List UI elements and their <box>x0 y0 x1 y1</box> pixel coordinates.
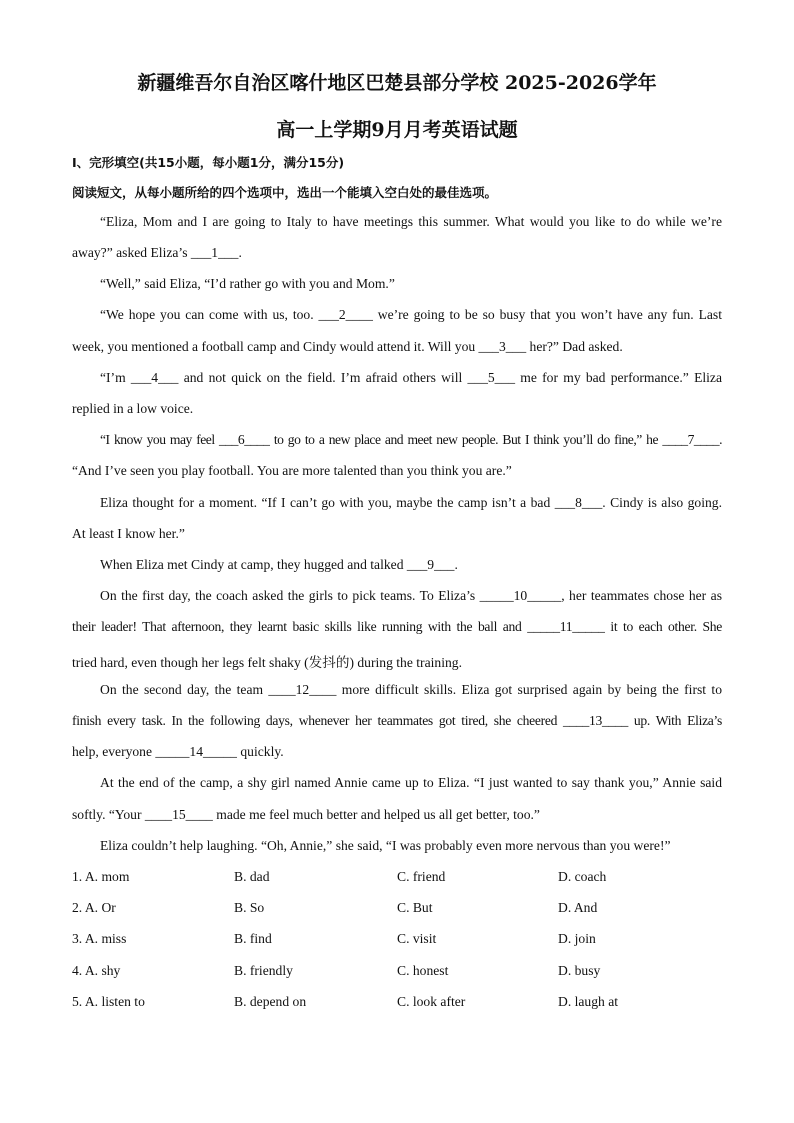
option-5b: B. depend on <box>234 994 307 1009</box>
passage-line: “We hope you can come with us, too. ___2____ we’re going to be so busy that you won’t have any fun. Last <box>100 307 722 322</box>
passage-line: Eliza couldn’t help laughing. “Oh, Annie,” she said, “I was probably even more nervous than you were!” <box>100 838 671 853</box>
passage-line: “And I’ve seen you play football. You are more talented than you think you are.” <box>72 463 512 478</box>
passage-line: On the first day, the coach asked the girls to pick teams. To Eliza’s _____10_____, her teammates chose her as <box>100 588 722 603</box>
passage-line: help, everyone _____14_____ quickly. <box>72 744 284 759</box>
passage-line: At the end of the camp, a shy girl named Annie came up to Eliza. “I just wanted to say thank you,” Annie said <box>100 775 722 790</box>
passage-line: their leader! That afternoon, they learnt basic skills like running with the ball and _____11_____ it to each other. She <box>72 619 722 634</box>
option-4c: C. honest <box>397 963 449 978</box>
option-4d: D. busy <box>558 963 601 978</box>
passage-line: replied in a low voice. <box>72 401 194 416</box>
option-1d: D. coach <box>558 869 607 884</box>
option-5c: C. look after <box>397 994 466 1009</box>
option-1c: C. friend <box>397 869 446 884</box>
exam-title-line-1: 新疆维吾尔自治区喀什地区巴楚县部分学校 2025-2026学年 <box>137 72 657 94</box>
option-5d: D. laugh at <box>558 994 619 1009</box>
passage-line: “Eliza, Mom and I are going to Italy to have meetings this summer. What would you like to do while we’re <box>100 214 722 229</box>
passage-line: finish every task. In the following days, whenever her teammates got tired, she cheered ____13____ up. With Eliza’s <box>72 713 722 728</box>
option-1a: 1. A. mom <box>72 869 130 884</box>
option-2a: 2. A. Or <box>72 900 116 915</box>
passage-line: away?” asked Eliza’s ___1___. <box>72 245 242 260</box>
passage-line: “Well,” said Eliza, “I’d rather go with you and Mom.” <box>100 276 395 291</box>
passage-line: On the second day, the team ____12____ more difficult skills. Eliza got surprised again by being the first to <box>100 682 722 697</box>
passage-line: tried hard, even though her legs felt shaky (发抖的) during the training. <box>72 655 462 670</box>
option-1b: B. dad <box>234 869 270 884</box>
option-3a: 3. A. miss <box>72 931 127 946</box>
option-4a: 4. A. shy <box>72 963 121 978</box>
option-3b: B. find <box>234 931 272 946</box>
passage-line: When Eliza met Cindy at camp, they hugged and talked ___9___. <box>100 557 458 572</box>
section-heading: Ⅰ、完形填空(共15小题，每小题1分，满分15分) <box>72 155 345 170</box>
passage-line: Eliza thought for a moment. “If I can’t go with you, maybe the camp isn’t a bad ___8___. Cindy is also going. <box>100 495 722 510</box>
option-2c: C. But <box>397 900 433 915</box>
option-3c: C. visit <box>397 931 437 946</box>
passage-line: softly. “Your ____15____ made me feel much better and helped us all get better, too.” <box>72 807 540 822</box>
instruction-text: 阅读短文，从每小题所给的四个选项中，选出一个能填入空白处的最佳选项。 <box>72 185 498 200</box>
exam-title-line-2: 高一上学期9月月考英语试题 <box>276 119 518 141</box>
passage-line: “I’m ___4___ and not quick on the field. I’m afraid others will ___5___ me for my bad performance.” Eliza <box>100 370 722 385</box>
passage-line: “I know you may feel ___6____ to go to a new place and meet new people. But I think you’ll do fine,” he ____7____. <box>100 432 722 447</box>
passage-line: At least I know her.” <box>72 526 185 541</box>
option-3d: D. join <box>558 931 596 946</box>
option-2b: B. So <box>234 900 265 915</box>
passage-line: week, you mentioned a football camp and Cindy would attend it. Will you ___3___ her?” Dad asked. <box>72 339 623 354</box>
option-4b: B. friendly <box>234 963 293 978</box>
option-2d: D. And <box>558 900 598 915</box>
option-5a: 5. A. listen to <box>72 994 145 1009</box>
